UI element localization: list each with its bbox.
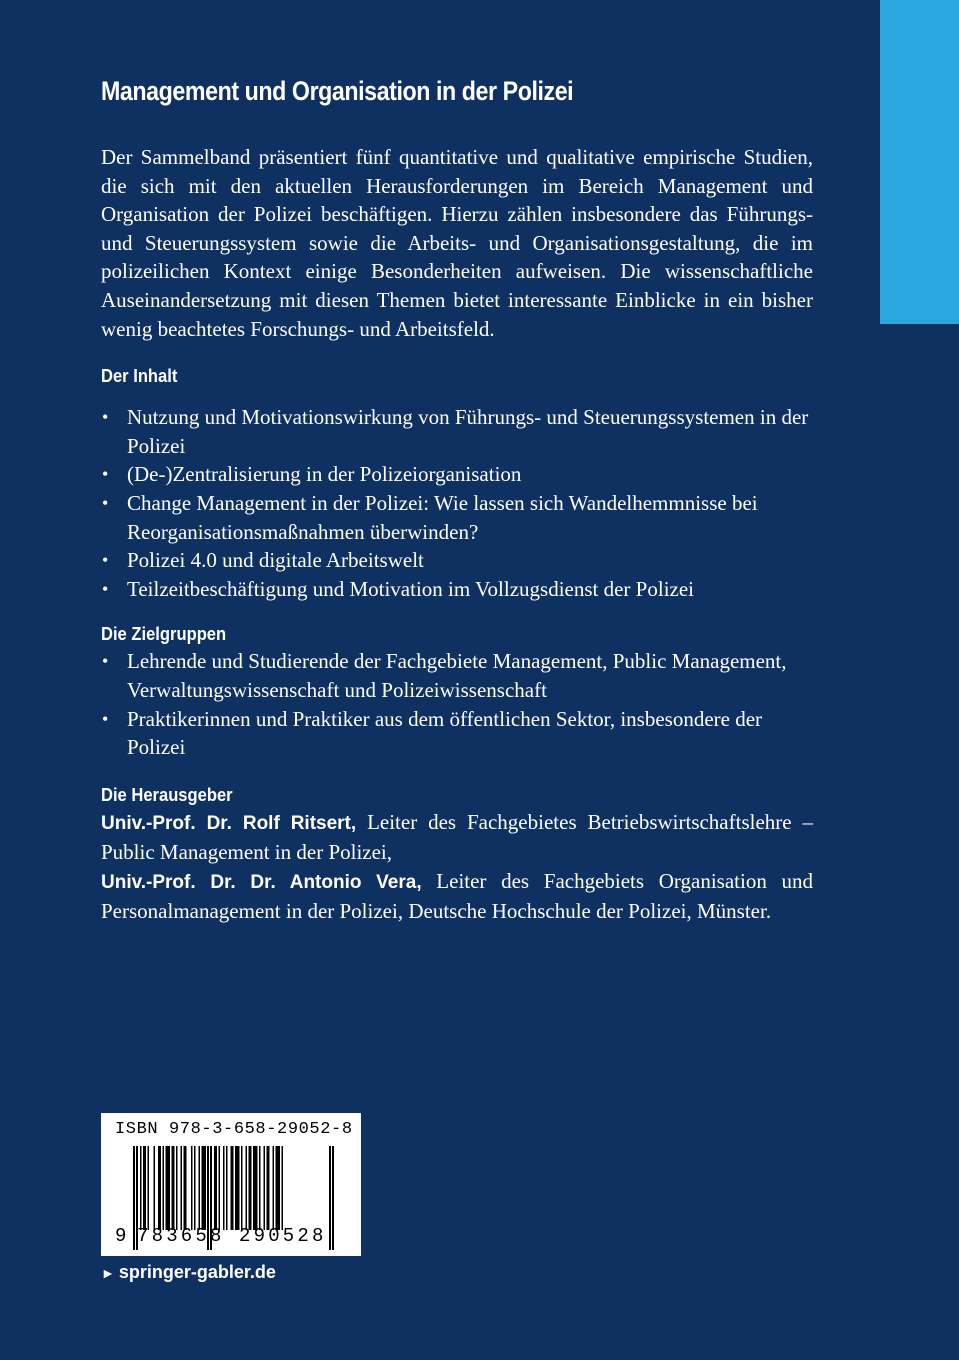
barcode-bar [282,1146,284,1230]
list-item [101,403,813,460]
list-item [101,575,813,604]
barcode-guard-bar [332,1146,334,1250]
isbn-barcode [101,1113,361,1256]
list-item [101,546,813,575]
barcode-bar [191,1146,193,1230]
barcode-bar [246,1146,248,1230]
isbn-label: ISBN 978-3-658-29052-8 [115,1120,353,1139]
editor-description: Leiter des Fachgebietes Betriebswirtschaftslehre – Public Management in der Polizei, [101,809,813,865]
list-item-text: Change Management in der Polizei: Wie lassen sich Wandelhemmnisse bei Reorganisationsmaßnahmen überwinden? [127,490,758,544]
barcode-bar [181,1146,183,1230]
barcode-bar [176,1146,178,1230]
barcode-lead-digit: 9 [115,1225,127,1247]
barcode-bar [140,1146,142,1230]
barcode-bar [199,1146,201,1230]
content-heading: Der Inhalt [101,366,178,387]
publisher-url: springer-gabler.de [118,1262,276,1282]
editor-name: Univ.-Prof. Dr. Dr. Antonio Vera, [101,871,422,893]
bullet-icon: • [102,492,109,513]
barcode-bar [148,1146,150,1230]
barcode-bar [223,1146,225,1230]
list-item-text: Lehrende und Studierende der Fachgebiete Management, Public Management, Verwaltungswissenschaft und Polizeiwissenschaft [127,649,787,702]
book-title: Management und Organisation in der Polizei [101,76,574,106]
barcode-bar [276,1146,281,1230]
barcode-bar [219,1146,221,1230]
barcode-guard-bar [329,1146,331,1250]
list-item-text: (De-)Zentralisierung in der Polizeiorganisation [127,462,522,487]
publisher-link[interactable] [101,1262,276,1283]
editor-name: Univ.-Prof. Dr. Rolf Ritsert, [101,812,357,834]
barcode-bar [226,1146,228,1230]
list-item [101,647,813,704]
barcode-bar [231,1146,234,1230]
barcode-digits-left: 783658 [137,1225,225,1247]
list-item [101,489,813,546]
bullet-icon: • [102,651,109,672]
list-item-text: Praktikerinnen und Praktiker aus dem öffentlichen Sektor, insbesondere der Polizei [127,706,763,760]
barcode-bar [259,1146,261,1230]
barcode-bar [154,1146,156,1230]
barcode-bar [249,1146,252,1230]
barcode-bar [163,1146,165,1230]
barcode-bar [202,1146,207,1230]
bullet-icon: • [102,407,109,428]
back-cover-text [101,74,813,926]
barcode-bar [194,1146,196,1230]
intro-paragraph: Der Sammelband präsentiert fünf quantitative und qualitative empirische Studien, die sich mit den aktuellen Herausforderungen im Bereich Management und Organisation der Polizei beschäftigen. Hierzu zählen insbesondere das Führungs- und Steuerungssystem sowie die Arbeits- und Organisationsgestaltung, die im polizeilichen Kontext einige Besonderheiten aufweisen. Die wissenschaftliche Auseinandersetzung mit diesen Themen bietet interessante Einblicke in ein bisher wenig beachtetes Forschungs- und Arbeitsfeld. [101,145,813,341]
barcode-bar [273,1146,275,1230]
barcode-guard-bar [133,1146,135,1250]
editors-heading: Die Herausgeber [101,784,233,805]
bullet-icon: • [102,578,109,599]
barcode-bar [143,1146,146,1230]
audience-list [101,647,813,761]
barcode-bar [241,1146,243,1230]
bullet-icon: • [102,464,109,485]
list-item-text: Polizei 4.0 und digitale Arbeitswelt [127,548,424,573]
barcode-bar [166,1146,171,1230]
barcode-bar [267,1146,270,1230]
barcode-bar [214,1146,217,1230]
list-item [101,460,813,489]
barcode-bar [264,1146,266,1230]
barcode-bar [158,1146,161,1230]
barcode-bar [235,1146,240,1230]
arrow-right-icon: ► [101,1265,115,1281]
list-item [101,705,813,762]
bullet-icon: • [102,550,109,571]
editors-paragraph [101,808,813,926]
editor-description: Leiter des Fachgebiets Organisation und Personalmanagement in der Polizei, Deutsche Hochschule der Polizei, Münster. [101,868,814,924]
barcode-bar [172,1146,175,1230]
audience-heading: Die Zielgruppen [101,624,227,645]
content-list [101,403,813,603]
list-item-text: Teilzeitbeschäftigung und Motivation im Vollzugsdienst der Polizei [127,576,694,601]
barcode-digits-right: 290528 [239,1225,327,1247]
list-item-text: Nutzung und Motivationswirkung von Führungs- und Steuerungssystemen in der Polizei [127,405,809,458]
bullet-icon: • [102,708,109,729]
barcode-bar [184,1146,187,1230]
barcode-bar [253,1146,258,1230]
accent-bar [880,0,959,324]
